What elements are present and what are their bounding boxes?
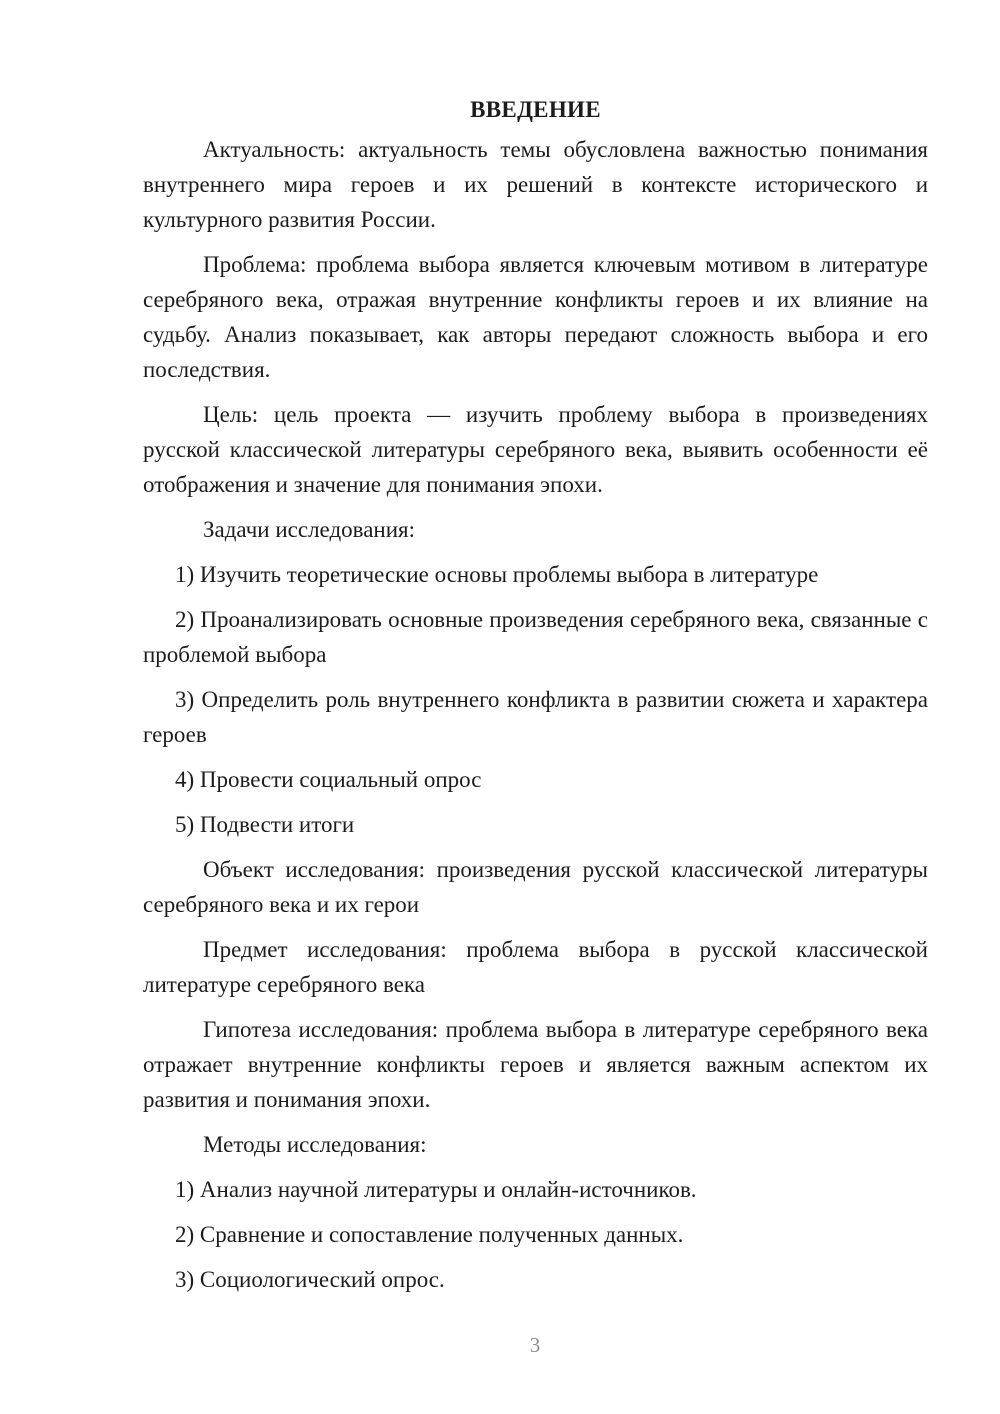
- method-item-3: 3) Социологический опрос.: [175, 1267, 445, 1292]
- subject-paragraph: Предмет исследования: проблема выбора в русской классической литературе серебряного века: [143, 937, 928, 997]
- task-item-4: 4) Провести социальный опрос: [175, 767, 482, 792]
- problem-paragraph: Проблема: проблема выбора является ключевым мотивом в литературе серебряного века, отражая внутренние конфликты героев и их влияние на судьбу. Анализ показывает, как авторы передают сложность выбора и его последствия.: [143, 252, 928, 382]
- document-page: [143, 92, 928, 1307]
- task-item-1: 1) Изучить теоретические основы проблемы выбора в литературе: [175, 562, 819, 587]
- object-paragraph: Объект исследования: произведения русской классической литературы серебряного века и их герои: [143, 857, 928, 917]
- tasks-heading: Задачи исследования:: [203, 517, 416, 542]
- section-title: ВВЕДЕНИЕ: [470, 97, 601, 122]
- task-item-3: 3) Определить роль внутреннего конфликта в развитии сюжета и характера героев: [143, 687, 928, 747]
- goal-paragraph: Цель: цель проекта — изучить проблему выбора в произведениях русской классической литературы серебряного века, выявить особенности её отображения и значение для понимания эпохи.: [143, 402, 928, 497]
- method-item-2: 2) Сравнение и сопоставление полученных данных.: [175, 1222, 684, 1247]
- task-item-2: 2) Проанализировать основные произведения серебряного века, связанные с проблемой выбора: [143, 607, 928, 667]
- methods-heading: Методы исследования:: [203, 1132, 427, 1157]
- task-item-5: 5) Подвести итоги: [175, 812, 355, 837]
- hypothesis-paragraph: Гипотеза исследования: проблема выбора в литературе серебряного века отражает внутренние конфликты героев и является важным аспектом их развития и понимания эпохи.: [143, 1017, 928, 1112]
- method-item-1: 1) Анализ научной литературы и онлайн-источников.: [175, 1177, 697, 1202]
- relevance-paragraph: Актуальность: актуальность темы обусловлена важностью понимания внутреннего мира героев и их решений в контексте исторического и культурного развития России.: [143, 137, 928, 232]
- page-number: 3: [529, 1333, 541, 1357]
